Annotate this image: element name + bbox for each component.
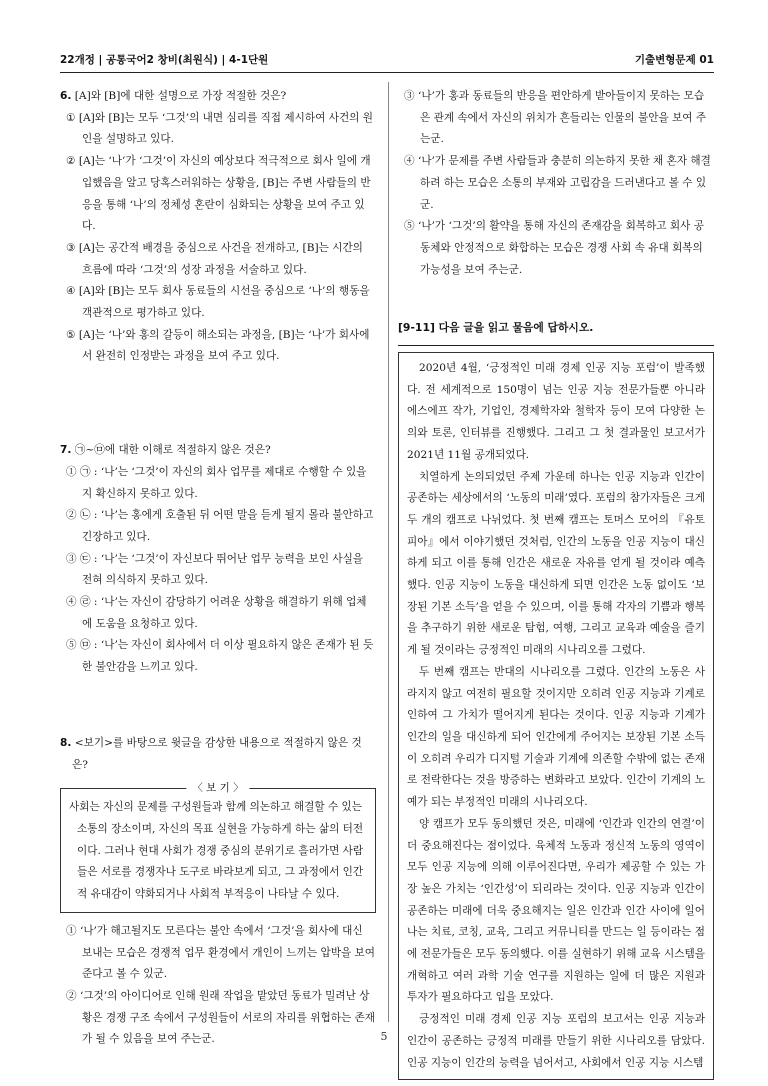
passage-heading: [9-11] 다음 글을 읽고 물음에 답하시오. <box>398 321 594 335</box>
right-column <box>398 86 714 1080</box>
question-8 <box>60 733 376 1051</box>
question-7-option-2[interactable]: ② ㉡ : ‘나’는 홍에게 호출된 뒤 어떤 말을 듣게 될지 몰라 불안하고 긴장하고 있다. <box>66 509 374 543</box>
question-8-option-1[interactable]: ① ‘나’가 해고될지도 모른다는 불안 속에서 ‘그것’을 회사에 대신 보내는 모습은 경쟁적 업무 환경에서 개인이 느끼는 압박을 보여 준다고 볼 수 있군. <box>66 924 376 981</box>
question-7-stem: 7. ㉠~㉤에 대한 이해로 적절하지 않은 것은? <box>60 444 271 457</box>
page-header <box>60 50 714 70</box>
bogi-box <box>60 782 376 913</box>
question-7 <box>60 440 376 679</box>
passage-paragraph-1: 2020년 4월, ‘긍정적인 미래 경제 인공 지능 포럼’이 발족했다. 전 세계적으로 150명이 넘는 인공 지능 전문가들뿐 아니라 에스에프 작가, 기업인, 경제학자와 철학자 등이 모여 다양한 논의와 토론, 인터뷰를 진행했다. 그리고 그 첫 결과물인 보고서가 2021년 11월 공개되었다. <box>407 362 705 461</box>
question-8-option-2[interactable]: ② ‘그것’의 아이디어로 인해 원래 작업을 맡았던 동료가 밀려난 상황은 경쟁 구조 속에서 구성원들이 서로의 자리를 위협하는 존재가 될 수 있음을 보여 주는군. <box>66 989 376 1046</box>
question-6-option-5[interactable]: ⑤ [A]는 ‘나’와 홍의 갈등이 해소되는 과정을, [B]는 ‘나’가 회사에서 완전히 인정받는 과정을 보여 주고 있다. <box>66 328 370 363</box>
question-7-option-1[interactable]: ① ㉠ : ‘나’는 ‘그것’이 자신의 회사 업무를 제대로 수행할 수 있을지 확신하지 못하고 있다. <box>66 465 367 500</box>
passage-paragraph-4: 양 캠프가 모두 동의했던 것은, 미래에 ‘인간과 인간의 연결’이 더 중요해진다는 점이었다. 육체적 노동과 정신적 노동의 영역이 모두 인공 지능에 의해 이루어진다면, 우리가 제공할 수 있는 가장 높은 가치는 ‘인간성’이 되리라는 것이다. 인공 지능과 인간이 공존하는 미래에 더욱 중요해지는 일은 인간과 인간 사이에 일어나는 치료, 코칭, 교육, 그리고 커뮤니티를 만드는 일 등이라는 점에 전문가들은 모두 동의했다. 이를 실현하기 위해 교육 시스템을 개혁하고 여러 과학 기술 연구를 지원하는 일에 더 많은 지원과 투자가 필요하다고 입을 모았다. <box>407 817 705 1004</box>
question-7-option-4[interactable]: ④ ㉣ : ‘나’는 자신이 감당하기 어려운 상황을 해결하기 위해 업체에 도움을 요청하고 있다. <box>66 596 367 630</box>
question-8-continued <box>398 86 714 281</box>
question-6-option-4[interactable]: ④ [A]와 [B]는 모두 회사 동료들의 시선을 중심으로 ‘나’의 행동을 객관적으로 평가하고 있다. <box>66 285 370 320</box>
passage-heading-rule <box>398 345 714 346</box>
question-6-option-1[interactable]: ① [A]와 [B]는 모두 ‘그것’의 내면 심리를 직접 제시하여 사건의 원인을 설명하고 있다. <box>66 111 374 146</box>
question-7-option-5[interactable]: ⑤ ㉤ : ‘나’는 자신이 회사에서 더 이상 필요하지 않은 존재가 된 듯한 불안감을 느끼고 있다. <box>66 639 374 674</box>
passage-paragraph-3: 두 번째 캠프는 반대의 시나리오를 그렸다. 인간의 노동은 사라지지 않고 여전히 필요할 것이지만 오히려 인공 지능과 기계로 인하여 그 가치가 떨어지게 된다는 것이다. 인공 지능과 기계가 인간의 일을 대신하게 되어 인간에게 주어지는 보장된 기본 소득이 오히려 우리가 디지털 기술과 기계에 의존할 수밖에 없는 존재로 전락한다는 것을 방증하는 변화라고 보았다. 인간이 기계의 노예가 되는 부정적인 미래의 시나리오다. <box>407 665 705 809</box>
page-number: 5 <box>380 1030 388 1043</box>
header-exam-title: 기출변형문제 01 <box>634 54 714 66</box>
question-6-option-2[interactable]: ② [A]는 ‘나’가 ‘그것’이 자신의 예상보다 적극적으로 회사 일에 개입했음을 알고 당혹스러워하는 상황을, [B]는 주변 사람들의 반응을 통해 ‘나’의 정체성 혼란이 심화되는 상황을 보여 주고 있다. <box>66 155 371 233</box>
column-divider <box>388 82 389 1022</box>
left-column <box>60 86 376 1051</box>
passage-paragraph-2: 치열하게 논의되었던 주제 가운데 하나는 인공 지능과 인간이 공존하는 세상에서의 ‘노동의 미래’였다. 포럼의 참가자들은 크게 두 개의 캠프로 나뉘었다. 첫 번째 캠프는 토머스 모어의 『유토피아』에서 이야기했던 것처럼, 인간의 노동을 인공 지능이 대신하게 되고 이를 통해 인간은 새로운 자유를 얻게 될 것이라 예측했다. 인공 지능이 노동을 대신하게 되면 인간은 노동 없이도 ‘보장된 기본 소득’을 얻을 수 있으며, 이를 통해 각자의 기쁨과 행복을 추구하기 위한 새로운 탐험, 여행, 그리고 교육과 예술을 즐기게 될 것이라는 긍정적인 미래의 시나리오를 그렸다. <box>407 470 705 657</box>
question-6 <box>60 86 376 368</box>
question-7-option-3[interactable]: ③ ㉢ : ‘나’는 ‘그것’이 자신보다 뛰어난 업무 능력을 보인 사실을 전혀 의식하지 못하고 있다. <box>66 552 364 587</box>
question-8-option-5[interactable]: ⑤ ‘나’가 ‘그것’의 활약을 통해 자신의 존재감을 회복하고 회사 공동체와 안정적으로 화합하는 모습은 경쟁 사회 속 유대 회복의 가능성을 보여 주는군. <box>404 220 704 276</box>
spacer <box>60 679 376 733</box>
reading-passage <box>398 352 714 1080</box>
question-6-option-3[interactable]: ③ [A]는 공간적 배경을 중심으로 사건을 전개하고, [B]는 시간의 흐름에 따라 ‘그것’의 성장 과정을 서술하고 있다. <box>66 241 363 276</box>
passage-paragraph-5: 긍정적인 미래 경제 인공 지능 포럼의 보고서는 인공 지능과 인간이 공존하는 긍정적 미래를 만들기 위한 시나리오를 담았다. 인공 지능이 인간의 능력을 넘어서고, 사회에서 인공 지능 시스템 <box>407 1013 705 1069</box>
header-course-info: 22개정 | 공통국어2 창비(최원식) | 4-1단원 <box>60 54 269 66</box>
question-8-option-4[interactable]: ④ ‘나’가 문제를 주변 사람들과 충분히 의논하지 못한 채 혼자 해결하려 하는 모습은 소통의 부재와 고립감을 드러낸다고 볼 수 있군. <box>404 155 711 211</box>
question-8-stem: 8. <보기>를 바탕으로 윗글을 감상한 내용으로 적절하지 않은 것은? <box>60 736 362 771</box>
question-6-stem: 6. [A]와 [B]에 대한 설명으로 가장 적절한 것은? <box>60 90 287 102</box>
question-8-option-3[interactable]: ③ ‘나’가 홍과 동료들의 반응을 편안하게 받아들이지 못하는 모습은 관계 속에서 자신의 위치가 흔들리는 인물의 불안을 보여 주는군. <box>404 90 707 146</box>
spacer <box>60 368 376 440</box>
bogi-text: 사회는 자신의 문제를 구성원들과 함께 의논하고 해결할 수 있는 소통의 장소이며, 자신의 목표 실현을 가능하게 하는 삶의 터전이다. 그러나 현대 사회가 경쟁 중심의 분위기로 흘러가면 사람들은 서로를 경쟁자나 도구로 바라보게 되고, 그 과정에서 인간적 유대감이 약화되거나 사회적 부적응이 나타날 수 있다. <box>69 801 364 901</box>
header-rule <box>60 72 714 73</box>
bogi-title: 〈 보 기 〉 <box>186 780 249 796</box>
